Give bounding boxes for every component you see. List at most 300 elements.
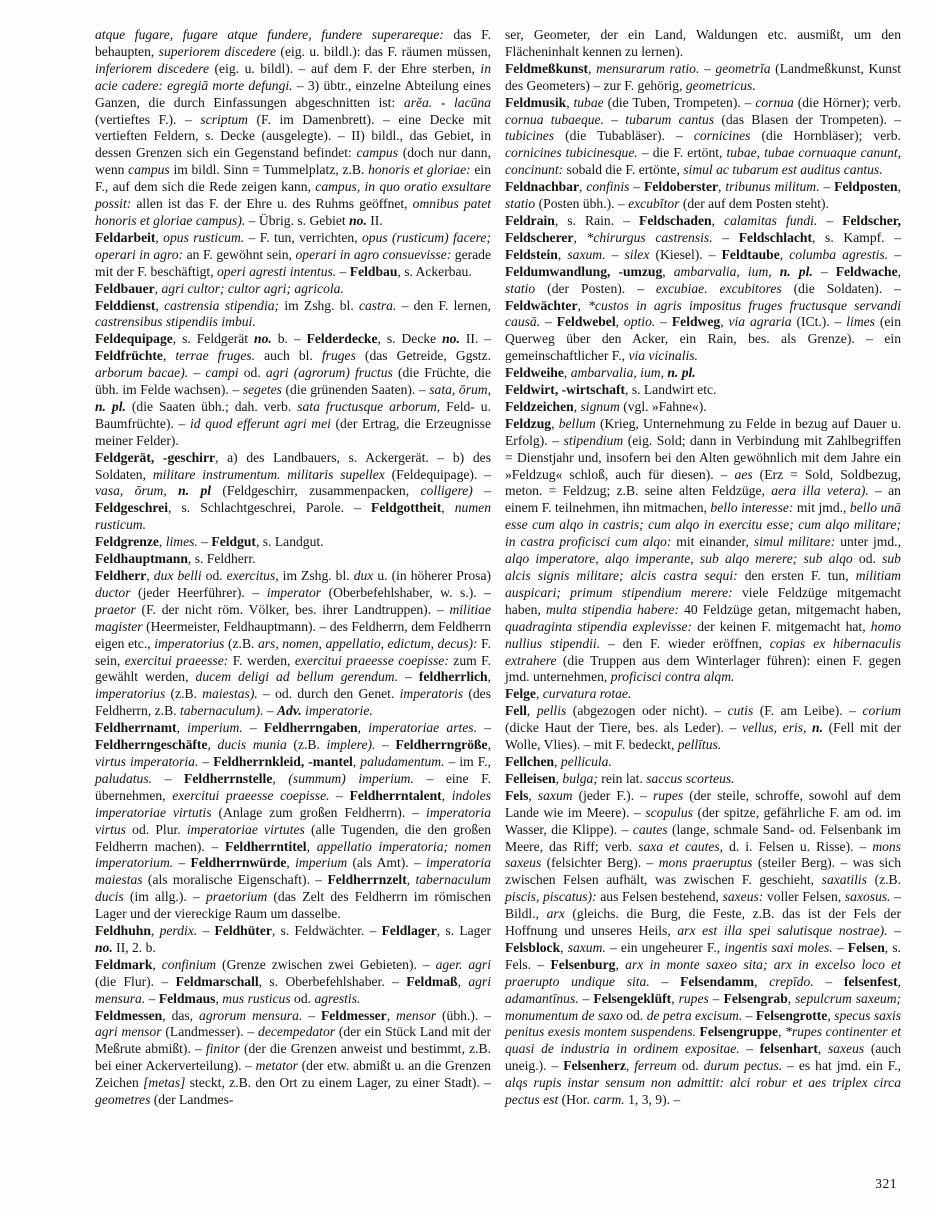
entry-text-segment: honoris et gloriae: [368, 162, 471, 178]
entry-text-segment: (Posten übh.). – [535, 196, 629, 212]
entry-text-segment: felsenfest [844, 973, 898, 989]
entry-text-segment: , [577, 297, 589, 313]
entry-text-segment: ager. agri [435, 956, 491, 972]
entry-text-segment: opus rusticum. [163, 229, 245, 245]
entry-text-segment: (der ein Stück Land mit der Meßrute abmißt). – [95, 1024, 492, 1057]
entry-text-segment: appellatio imperatoria; nomen imperatorium. [95, 838, 491, 871]
entry-text-segment: – ein ungeheurer F., [605, 939, 725, 955]
entry-text-segment: castrensia stipendia; [164, 297, 280, 313]
entry-text-segment: , s. Schlachtgeschrei, Parole. – [168, 500, 372, 516]
entry-text-segment: – Bildl., [505, 889, 902, 922]
entry-text-segment: arx [546, 906, 565, 922]
entry-text-segment: , [563, 365, 571, 381]
entry-text-segment: aus Felsen bestehend, [596, 889, 723, 905]
entry-text-segment: im bildl. Sinn = Tummelplatz, z.B. [169, 162, 369, 178]
entry-text-segment: scriptum [200, 111, 248, 127]
entry-text-segment: statio [505, 280, 536, 296]
entry-text-segment: – [336, 263, 350, 279]
entry-text-segment: (ICt.). – [791, 314, 847, 330]
entry-text-segment: cutis [727, 703, 754, 719]
entry-text-segment: , [357, 720, 369, 736]
entry-text-segment: (Oberbefehlshaber, w. s.). – [321, 584, 491, 600]
entry-text-segment: (vertieftes F.). – [95, 111, 201, 127]
entry-text-segment: allen ist das F. der Ehre u. des Ruhms geöffnet, [131, 196, 413, 212]
dictionary-entry [95, 957, 491, 1008]
entry-text-segment: n. pl. [771, 263, 813, 279]
entry-text-segment: ducem deligi ad bellum gerendum. [195, 669, 398, 685]
entry-text-segment: od. [201, 568, 227, 583]
entry-text-segment: superiorem discedere [158, 43, 277, 59]
entry-text-segment: (der auf dem Posten steht). [679, 196, 829, 212]
entry-text-segment: (jeder Heerführer). – [130, 584, 267, 600]
entry-text-segment: mensor [396, 1007, 437, 1023]
entry-text-segment: , [286, 855, 296, 871]
entry-text-segment: bulga; [562, 770, 598, 786]
entry-text-segment: inferiorem discedere [95, 60, 209, 76]
entry-text-segment: – [817, 212, 843, 228]
entry-text-segment: (jeder F.). – [572, 787, 653, 803]
entry-text-segment: cornua [755, 94, 794, 110]
entry-text-segment: Feldgrenze [95, 534, 159, 550]
entry-text-segment: , [272, 770, 289, 786]
entry-text-segment: (das Zelt des Feldherrn im römischen Lager und der viereckige Raum um dasselbe. [95, 889, 492, 922]
entry-text-segment: Feldstein [505, 246, 558, 262]
entry-text-segment: Feldposten [834, 179, 898, 195]
entry-text-segment: Feldwirt, -wirtschaft [505, 382, 626, 398]
entry-text-segment: sobald die F. ertönte, [563, 162, 684, 178]
entry-text-segment: – [145, 990, 159, 1006]
entry-text-segment: limes [846, 314, 875, 330]
dictionary-entry [505, 754, 901, 771]
entry-text-segment: (Anlage zum großen Feldherrn). – [211, 804, 427, 820]
entry-text-segment: (Feldequipage). – [384, 466, 492, 482]
entry-text-segment: rupes [652, 787, 684, 803]
entry-text-segment: calamitas fundi. [724, 212, 818, 228]
entry-text-segment: tabernaculum). [179, 703, 264, 719]
entry-text-segment: rein lat. [597, 770, 647, 786]
entry-text-segment: , [352, 753, 361, 769]
entry-text-segment: zum F. gewählt werden, [95, 652, 491, 685]
entry-text-segment: – [152, 770, 185, 786]
entry-text-segment: militiam auspicari; primum stipendium merere: [505, 568, 902, 600]
entry-text-segment: Feldwächter [505, 297, 578, 313]
entry-text-segment: – [712, 229, 739, 245]
entry-text-segment: Feldherrnkleid, -mantel [213, 753, 353, 769]
entry-text-segment: simul militare: [753, 534, 836, 550]
entry-text-segment: (Erz = Sold, Soldbezug, meton. = Feldzug; z.B. seine alten Feldzüge, [505, 466, 901, 499]
entry-text-segment: Feldhauptmann [95, 551, 188, 567]
entry-text-segment: , s. Decke [377, 331, 443, 347]
entry-text-segment: , [588, 60, 597, 76]
entry-text-segment: , [897, 263, 902, 279]
entry-text-segment: – den F. lernen, [396, 297, 491, 313]
entry-text-segment: (Krieg, Unternehmung zu Felde in bezug auf Dauer u. Erfolg). – [505, 415, 902, 448]
dictionary-entry [505, 213, 901, 365]
page-number: 321 [875, 1176, 897, 1191]
entry-text-segment: (Fell mit der Wolle, Vlies). – mit F. bedeckt, [505, 720, 901, 753]
entry-text-segment: (die Soldaten). – [781, 280, 901, 296]
entry-text-segment: Felsengeklüft [593, 990, 672, 1006]
entry-text-segment: Feldmeßkunst [505, 60, 589, 76]
entry-text-segment: , [718, 179, 726, 195]
entry-text-segment: d. i. Felsen u. Risse). – [723, 838, 873, 854]
entry-text-segment: saxum. [567, 246, 606, 262]
entry-text-segment: , [146, 568, 154, 583]
entry-text-segment: exercitui praeesse: [124, 652, 229, 668]
dictionary-entry [505, 95, 901, 180]
entry-text-segment: Felsengrab [723, 990, 788, 1006]
entry-text-segment: excubiae. excubitores [655, 280, 782, 296]
entry-text-segment: sata, ōrum, [429, 382, 491, 398]
entry-text-segment: saxum [537, 787, 573, 803]
entry-text-segment: (als Amt). – [347, 855, 427, 871]
entry-text-segment: – [398, 669, 419, 685]
entry-text-segment: – [197, 923, 215, 939]
entry-text-segment: , [615, 314, 624, 330]
entry-text-segment: – [649, 973, 681, 989]
entry-text-segment: Feldwache [835, 263, 898, 279]
entry-text-segment: (z.B. [224, 635, 258, 651]
entry-text-segment: (Grenze zwischen zwei Gebieten). – [216, 956, 436, 972]
entry-text-segment: sub alcis signis militare; alcis castra sequi: [505, 551, 901, 583]
entry-text-segment: ingentis saxi moles. [724, 939, 833, 955]
entry-text-segment: Feldweihe [505, 365, 564, 381]
entry-text-segment: – die F. ertönt, [637, 145, 727, 161]
entry-text-segment: (abgezogen oder nicht). – [566, 703, 728, 719]
entry-text-segment: felsenhart [759, 1041, 818, 1057]
entry-text-segment: , [441, 500, 455, 516]
entry-text-segment: (dicke Haut der Tiere, bes. als Leder). – [505, 720, 742, 736]
entry-text-segment: numen rusticum. [95, 500, 491, 533]
entry-text-segment: (doch nur dann, wenn [95, 145, 491, 178]
entry-text-segment: Feldbau [349, 263, 398, 279]
entry-text-segment: Feldhuhn [95, 923, 151, 939]
entry-text-segment: silex [624, 246, 650, 262]
entry-text-segment: adamantīnus. [505, 990, 579, 1006]
entry-text-segment: ambarvalia, ium, [570, 365, 664, 381]
entry-text-segment: no. [254, 331, 272, 347]
entry-text-segment: no. [349, 212, 367, 228]
entry-text-segment: , [827, 1007, 835, 1023]
entry-text-segment: ein F., auf dem sich die Rede zeigen kann, [95, 162, 491, 195]
entry-text-segment: (Kiesel). – [649, 246, 722, 262]
entry-text-segment: , [155, 297, 165, 313]
entry-text-segment: saxum. [567, 939, 606, 955]
entry-text-segment: Felleisen [505, 770, 556, 786]
entry-text-segment: confinis [586, 179, 630, 195]
dictionary-entry [95, 551, 491, 568]
entry-text-segment: Felge [505, 686, 536, 702]
entry-text-segment: , [671, 990, 679, 1006]
dictionary-entry [95, 281, 491, 298]
entry-text-segment: segetes [242, 382, 282, 398]
entry-text-segment: – [604, 111, 626, 127]
entry-text-segment: , s. Lager [436, 923, 492, 939]
dictionary-entry [95, 568, 491, 720]
entry-text-segment: Feldmesser [321, 1007, 387, 1023]
entry-text-segment: n. [806, 720, 824, 736]
entry-text-segment: Feldmaus [158, 990, 216, 1006]
entry-text-segment: exercitui praeesse coepisse. [172, 787, 330, 803]
entry-text-segment: cornicines [693, 128, 751, 144]
entry-text-segment: mit jmd., [793, 500, 850, 516]
entry-text-segment: Feldzug [505, 415, 552, 431]
entry-text-segment: (der Landmes- [150, 1092, 234, 1108]
entry-text-segment: decempedator [258, 1024, 336, 1040]
entry-text-segment: – [578, 990, 594, 1006]
entry-text-segment: imperatoria maiestas [95, 855, 491, 888]
entry-text-segment: Feldlager [381, 923, 437, 939]
entry-text-segment: , s. Landwirt etc. [625, 382, 717, 398]
entry-text-segment: Felsenburg [550, 956, 616, 972]
entry-text-segment: im Zshg. bl. [278, 568, 354, 583]
entry-text-segment: u. (in höherer Prosa) [373, 568, 491, 583]
entry-text-segment: – [887, 923, 901, 939]
entry-text-segment: (summum) imperium. [288, 770, 414, 786]
entry-text-segment: , [158, 534, 166, 550]
entry-text-segment: Felsengrotte [755, 1007, 828, 1023]
dictionary-entry [505, 703, 901, 754]
entry-text-segment: saxa et cautes, [638, 838, 724, 854]
entry-text-segment: Feldherr [95, 568, 147, 583]
entry-text-segment: , [176, 720, 188, 736]
entry-text-segment: perdix. [159, 923, 198, 939]
entry-text-segment: militare instrumentum. militaris supellex [152, 466, 385, 482]
entry-text-segment: ser, Geometer, der ein Land, Waldungen etc. ausmißt, um den Flächeninhalt kennen zu lernen). [505, 27, 901, 59]
entry-text-segment: , [754, 973, 770, 989]
entry-text-segment: simul ac tubarum est auditus cantus. [683, 162, 883, 178]
entry-text-segment: saccus scorteus. [646, 770, 735, 786]
entry-text-segment: cornicines tubicinesque. [505, 145, 638, 161]
entry-text-segment: (die Hörner); verb. [793, 94, 902, 110]
entry-text-segment: , [554, 753, 561, 769]
entry-text-segment: alqo imperatore, alqo imperante, sub alqo merere; sub alqo [505, 551, 853, 567]
entry-text-segment: od. [676, 1058, 704, 1074]
entry-text-segment: , [386, 1007, 397, 1023]
dictionary-entry [505, 365, 901, 382]
entry-text-segment: (die grünenden Saaten). – [281, 382, 430, 398]
entry-text-segment: , [560, 939, 568, 955]
entry-text-segment: (steiler Berg). – was sich zwischen Felsen aufhält, was zwischen F. geschieht, [505, 855, 902, 888]
entry-text-segment: crepīdo. [769, 973, 814, 989]
entry-text-segment: der keinen F. mitgemacht hat, [692, 618, 871, 634]
entry-text-segment: imperator [266, 584, 322, 600]
entry-text-segment: *rupes continenter et quasi de industria in ordinem expositae. [505, 1024, 902, 1057]
entry-text-segment: (gleichs. die Burg, die Feste, z.B. das ist der Fels der Hoffnung und unseres Heils, [505, 906, 901, 939]
entry-text-segment: – [819, 179, 835, 195]
entry-text-segment: campus, in quo oratio exsultare possit: [95, 179, 491, 212]
entry-text-segment: no. [442, 331, 460, 347]
entry-text-segment: (eig. u. bildl.): das F. räumen müssen, [276, 43, 491, 59]
entry-text-segment: (das Blasen der Trompeten). – [714, 111, 901, 127]
entry-text-segment: (Heermeister, Feldhauptmann). – des Feldherrn, dem Feldherrn eigen etc., [95, 618, 491, 651]
entry-text-segment: opus (rusticum) facere; operari in agro: [95, 229, 491, 262]
entry-text-segment: cornua tubaeque. [505, 111, 604, 127]
entry-text-segment: tribunus militum. [725, 179, 820, 195]
entry-text-segment: , [555, 770, 563, 786]
entry-text-segment: – eine F. übernehmen, [95, 770, 491, 803]
dictionary-entry [95, 298, 491, 332]
entry-text-segment: – [198, 753, 214, 769]
entry-text-segment: fruges [321, 348, 356, 364]
entry-text-segment: militiae magister [95, 601, 491, 634]
entry-text-segment: ars, nomen, appellatio, edictum, decus): [257, 635, 478, 651]
entry-text-segment: saxatilis [821, 872, 867, 888]
dictionary-entry [95, 27, 491, 230]
entry-text-segment: Feldmarschall [175, 973, 259, 989]
entry-text-segment: (das Getreide, Ggstz. [355, 348, 491, 364]
entry-text-segment: (die Flur). – [95, 973, 176, 989]
entry-text-segment: – im F., [444, 753, 491, 769]
dictionary-entry [505, 382, 901, 399]
entry-text-segment: Feldschlacht [738, 229, 812, 245]
entry-text-segment: *chirurgus castrensis. [586, 229, 713, 245]
dictionary-entry [95, 1008, 491, 1109]
entry-text-segment: (der die Grenzen anweist und bestimmt, z.B. bei einer Ackerverteilung). – [95, 1041, 491, 1074]
entry-text-segment: , [441, 787, 452, 803]
entry-text-segment: castra. [358, 297, 397, 313]
entry-text-segment: – od. durch den Genet. [257, 686, 400, 702]
entry-text-segment: (die Hornbläser); verb. [750, 128, 901, 144]
entry-text-segment: paludamentum. [360, 753, 445, 769]
entry-text-segment: Fels [505, 787, 529, 803]
entry-text-segment: , [720, 314, 729, 330]
entry-text-segment: (eig. Sold; dann in Verbindung mit Zahlbegriffen = Dienstjahr und, insofern bei den Alten gewöhnlich mit dem Jahre ein »Feldzug« schloß, auch für diesen). – [505, 432, 901, 482]
entry-text-segment: , [897, 179, 902, 195]
entry-text-segment: Adv. [276, 703, 302, 719]
entry-text-segment: aes [734, 466, 753, 482]
entry-text-segment: II. [366, 212, 383, 228]
entry-text-segment: den ersten F. tun, [737, 568, 856, 583]
entry-text-segment: , [487, 669, 492, 685]
dictionary-entry [505, 399, 901, 416]
entry-text-segment: , [528, 787, 538, 803]
entry-text-segment: , [897, 973, 902, 989]
entry-text-segment: Feldwebel [556, 314, 616, 330]
entry-text-segment: Feldgut [211, 534, 256, 550]
entry-text-segment: , s. Oberbefehlshaber. – [258, 973, 407, 989]
entry-text-segment: via vicinalis. [628, 348, 698, 364]
entry-text-segment: steckt, z.B. den Ort zu einem Lager, zu einer Stadt). – [185, 1075, 491, 1091]
entry-text-segment: multa stipendia habere: [546, 601, 679, 617]
entry-text-segment: imperium [295, 855, 348, 871]
entry-text-segment: carm. [593, 1092, 625, 1108]
entry-text-segment: praetor [95, 601, 136, 617]
entry-text-segment: saxosus. [844, 889, 891, 905]
entry-text-segment: – an einem F. teilnehmen, ihn mitmachen, [505, 483, 901, 516]
entry-text-segment: – [173, 855, 191, 871]
entry-text-segment: , [162, 348, 176, 364]
entry-text-segment: – [188, 365, 206, 381]
entry-text-segment: paludatus. [95, 770, 153, 786]
entry-text-segment: terrae fruges. [175, 348, 256, 364]
entry-text-segment: (die Früchte, die übh. im Felde wachsen). – [95, 365, 491, 398]
right-column [505, 27, 901, 1109]
entry-text-segment: – [742, 1007, 756, 1023]
entry-text-segment: od. Plur. [125, 821, 187, 837]
entry-text-segment: (der steile, schroffe, sowohl auf dem Lande wie im Meere). – [505, 787, 901, 820]
entry-text-segment: – [375, 737, 396, 753]
entry-text-segment: indoles imperatoriae virtutis [95, 787, 492, 820]
entry-text-segment: dux [353, 568, 374, 583]
entry-text-segment: , [662, 263, 674, 279]
dictionary-entry [95, 230, 491, 281]
entry-text-segment: agri mensor [95, 1024, 162, 1040]
entry-text-segment: auch bl. [255, 348, 322, 364]
entry-text-segment: ambarvalia, ium, [673, 263, 772, 279]
entry-text-segment: ferreum [634, 1058, 677, 1074]
entry-text-segment: , [779, 246, 790, 262]
entry-text-segment: , s. Kampf. – [812, 229, 902, 245]
entry-text-segment: sepulcrum saxeum; monumentum de saxo [505, 990, 902, 1023]
entry-text-segment: operi agresti intentus. [217, 263, 337, 279]
entry-text-segment: , s. Rain. – [554, 212, 640, 228]
dictionary-entry [505, 27, 901, 61]
entry-text-segment: (als moralische Eigenschaft). – [142, 872, 328, 888]
entry-text-segment: Feldschaden [639, 212, 712, 228]
entry-text-segment: b. – [271, 331, 307, 347]
entry-text-segment: , [306, 838, 317, 854]
entry-text-segment: od. [290, 990, 315, 1006]
entry-text-segment: metator [255, 1058, 298, 1074]
entry-text-segment: , [778, 1024, 786, 1040]
entry-text-segment: – Übrig. s. Gebiet [245, 212, 350, 228]
entry-text-segment: (z.B. [165, 686, 203, 702]
entry-text-segment: tabernaculum ducis [95, 872, 491, 905]
entry-text-segment: voller Felsen, [763, 889, 845, 905]
entry-text-segment: vasa, ōrum, [95, 483, 167, 499]
entry-text-segment: Feldequipage [95, 331, 173, 347]
entry-text-segment: – [302, 1007, 321, 1023]
entry-text-segment: 1, 3, 9). – [624, 1092, 681, 1108]
entry-text-segment: Feldzeichen [505, 398, 574, 414]
entry-text-segment: – [263, 703, 277, 719]
entry-text-segment: , [406, 872, 416, 888]
entry-text-segment: homo nullius stipendii. [505, 618, 902, 651]
entry-text-segment: Feldoberster [644, 179, 719, 195]
entry-text-segment: – [739, 1041, 760, 1057]
entry-text-segment: saxeus [827, 1041, 865, 1057]
entry-text-segment: mons praeruptus [658, 855, 753, 871]
entry-text-segment: , [711, 212, 725, 228]
entry-text-segment: – [477, 720, 492, 736]
entry-text-segment: campus [128, 162, 170, 178]
entry-text-segment: (die Truppen aus dem Winterlager führen): einen F. gegen jmd. unternehmen, [505, 652, 901, 685]
entry-text-segment: (z.B. [866, 872, 901, 888]
entry-text-segment: (Landmeßkunst, Kunst des Geometers) – zur F. gehörig, [505, 60, 902, 93]
entry-text-segment: alqs rupis instar sensum non admittit: alci robur et aes triplex circa pectus est [505, 1075, 901, 1108]
entry-text-segment: geometres [95, 1092, 151, 1108]
entry-text-segment: signum [580, 398, 620, 414]
entry-text-segment: statio [505, 196, 536, 212]
entry-text-segment: , s. Feldwächter. – [271, 923, 382, 939]
entry-text-segment: bello unā esse cum alqo in castris; cum alqo in exercitu esse; cum alqo militare; in castra proficisci cum alqo: [505, 500, 901, 550]
entry-text-segment: excubĭtor [628, 196, 680, 212]
entry-text-segment: imperatoriae virtutes [186, 821, 305, 837]
entry-text-segment: Feldfrüchte [95, 348, 163, 364]
entry-text-segment: agrestis. [314, 990, 361, 1006]
left-column [95, 27, 491, 1109]
entry-text-segment: optio. [623, 314, 656, 330]
entry-text-segment: tubicines [505, 128, 555, 144]
entry-text-segment: via agraria [728, 314, 792, 330]
entry-text-segment: Feldherrngeschäfte [95, 737, 208, 753]
entry-text-segment: , [535, 686, 543, 702]
dictionary-entry [95, 450, 491, 535]
entry-text-segment: Feldmessen [95, 1007, 163, 1023]
entry-text-segment: saxeus: [722, 889, 764, 905]
entry-text-segment: – [888, 246, 901, 262]
